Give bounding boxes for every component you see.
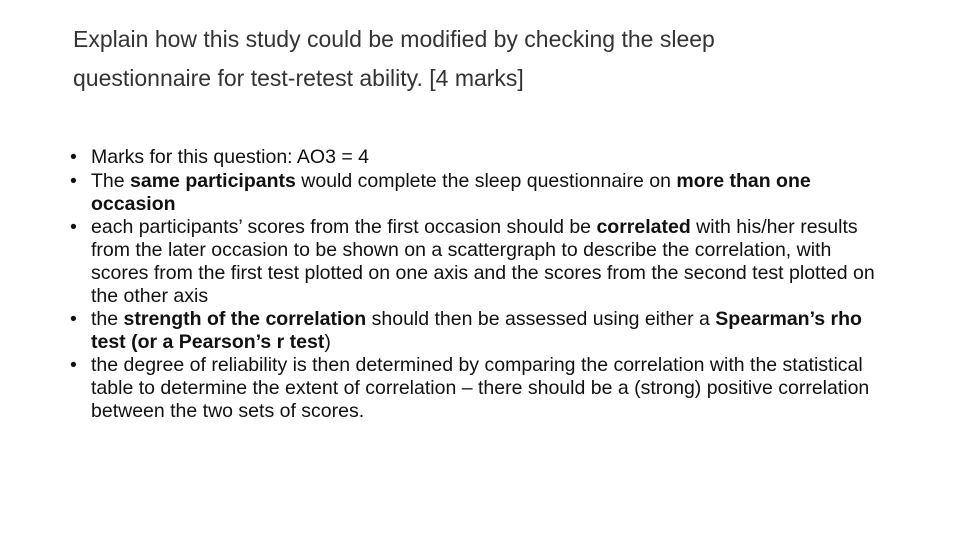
- bullet-item-correlated: [70, 216, 890, 308]
- bullet-dot-icon: •: [70, 170, 77, 192]
- bullet-text: The: [91, 170, 131, 192]
- bullet-text: should then be assessed using either a: [366, 308, 716, 330]
- bullet-bold-text: correlated: [596, 216, 691, 238]
- bullet-dot-icon: •: [70, 146, 77, 168]
- bullet-text: Marks for this question: AO3 = 4: [91, 146, 370, 168]
- bullet-item-strength: [70, 308, 890, 354]
- bullet-bold-text: more than one occasion: [91, 170, 811, 215]
- bullet-dot-icon: •: [70, 354, 77, 376]
- bullet-text: each participants’ scores from the first occasion should be: [91, 216, 597, 238]
- bullet-dot-icon: •: [70, 216, 77, 238]
- bullet-bold-text: same participants: [130, 170, 296, 192]
- bullet-dot-icon: •: [70, 308, 77, 330]
- bullet-item-same-participants: [70, 170, 890, 216]
- bullet-bold-text: Spearman’s rho test (or a Pearson’s r test: [91, 308, 862, 353]
- answer-bullet-list: [70, 144, 890, 423]
- bullet-bold-text: strength of the correlation: [123, 308, 367, 330]
- question-title-line-2: questionnaire for test-retest ability. [4 marks]: [73, 65, 524, 91]
- bullet-text: the degree of reliability is then determined by comparing the correlation with the statistical table to determine the extent of correlation – there should be a (strong) positive correlation between the two sets of scores.: [91, 354, 870, 422]
- question-title: [73, 20, 893, 98]
- bullet-text: would complete the sleep questionnaire on: [295, 170, 677, 192]
- bullet-text: ): [324, 331, 331, 353]
- bullet-text: with his/her results from the later occasion to be shown on a scattergraph to describe the correlation, with scores from the first test plotted on one axis and the scores from the second test plotted on the other axis: [91, 216, 875, 307]
- bullet-text: the: [91, 308, 124, 330]
- question-title-line-1: Explain how this study could be modified by checking the sleep: [73, 26, 715, 52]
- bullet-item-reliability: [70, 354, 890, 423]
- bullet-item-marks: [70, 144, 890, 170]
